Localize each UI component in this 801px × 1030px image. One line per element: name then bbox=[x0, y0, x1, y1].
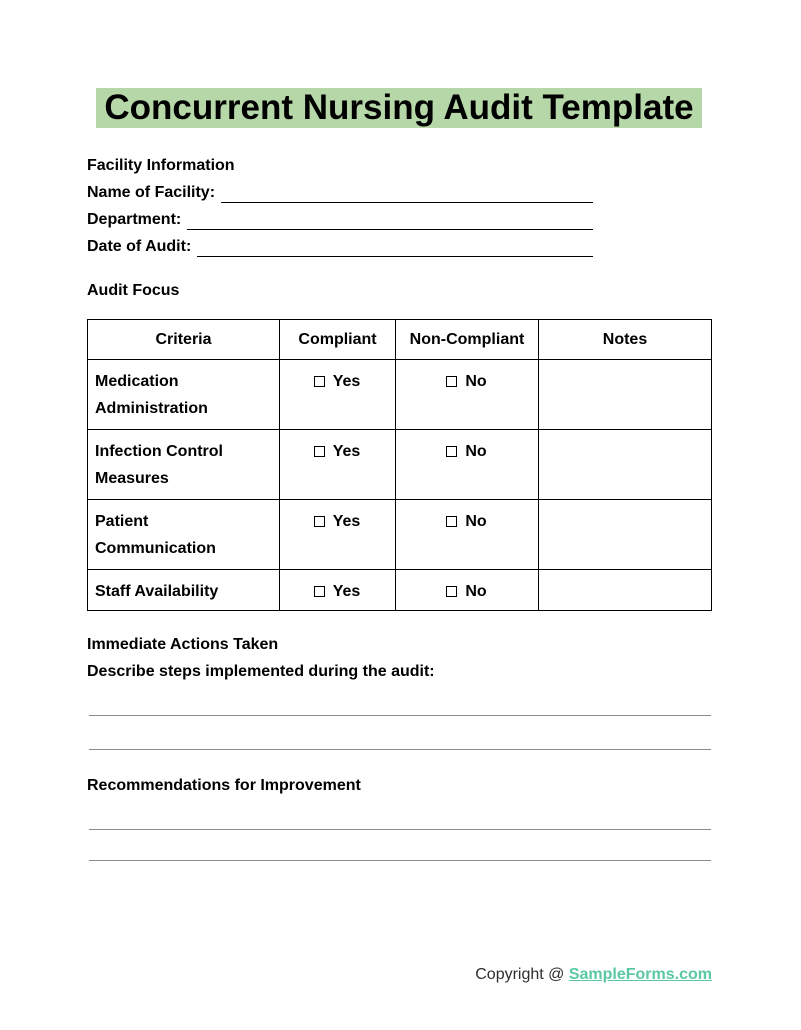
write-line[interactable] bbox=[89, 685, 711, 716]
name-of-facility-label: Name of Facility: bbox=[87, 184, 216, 201]
department-field bbox=[87, 206, 593, 233]
name-of-facility-field bbox=[87, 179, 593, 206]
table-header-row bbox=[88, 320, 712, 360]
checkbox-icon[interactable] bbox=[446, 586, 457, 597]
column-header-notes: Notes bbox=[539, 320, 712, 360]
no-label: No bbox=[465, 373, 487, 390]
date-of-audit-input[interactable] bbox=[197, 233, 593, 257]
immediate-actions-heading: Immediate Actions Taken bbox=[87, 636, 279, 653]
table-row bbox=[88, 360, 712, 430]
compliant-cell bbox=[280, 360, 396, 430]
table-row bbox=[88, 500, 712, 570]
criteria-cell: Staff Availability bbox=[88, 570, 280, 611]
immediate-actions-prompt: Describe steps implemented during the audit: bbox=[87, 663, 435, 680]
write-line[interactable] bbox=[89, 799, 711, 830]
table-row bbox=[88, 430, 712, 500]
column-header-compliant: Compliant bbox=[280, 320, 396, 360]
audit-focus-section bbox=[87, 277, 711, 611]
compliant-cell bbox=[280, 500, 396, 570]
facility-information-heading: Facility Information bbox=[87, 157, 235, 174]
notes-cell[interactable] bbox=[539, 570, 712, 611]
department-input[interactable] bbox=[187, 206, 593, 230]
recommendations-heading: Recommendations for Improvement bbox=[87, 777, 361, 794]
compliant-cell bbox=[280, 570, 396, 611]
checkbox-icon[interactable] bbox=[314, 446, 325, 457]
yes-label: Yes bbox=[332, 443, 361, 460]
page-title: Concurrent Nursing Audit Template bbox=[96, 88, 701, 128]
checkbox-icon[interactable] bbox=[446, 446, 457, 457]
yes-label: Yes bbox=[332, 373, 361, 390]
write-line[interactable] bbox=[89, 716, 711, 750]
notes-cell[interactable] bbox=[539, 500, 712, 570]
criteria-cell: Patient Communication bbox=[88, 500, 280, 570]
date-of-audit-label: Date of Audit: bbox=[87, 238, 192, 255]
checkbox-icon[interactable] bbox=[314, 516, 325, 527]
sampleforms-link[interactable]: SampleForms.com bbox=[568, 966, 712, 983]
non-compliant-cell bbox=[396, 430, 539, 500]
criteria-cell: Medication Administration bbox=[88, 360, 280, 430]
non-compliant-cell bbox=[396, 360, 539, 430]
immediate-actions-section bbox=[87, 631, 711, 750]
copyright-text: Copyright @ bbox=[475, 966, 569, 983]
non-compliant-cell bbox=[396, 570, 539, 611]
audit-focus-heading: Audit Focus bbox=[87, 282, 180, 299]
write-line[interactable] bbox=[89, 830, 711, 861]
non-compliant-cell bbox=[396, 500, 539, 570]
checkbox-icon[interactable] bbox=[446, 516, 457, 527]
column-header-non-compliant: Non-Compliant bbox=[396, 320, 539, 360]
recommendations-section bbox=[87, 772, 711, 861]
date-of-audit-field bbox=[87, 233, 593, 260]
name-of-facility-input[interactable] bbox=[221, 179, 593, 203]
column-header-criteria: Criteria bbox=[88, 320, 280, 360]
recommendations-write-area bbox=[89, 799, 711, 861]
facility-information-section bbox=[87, 152, 711, 260]
notes-cell[interactable] bbox=[539, 430, 712, 500]
no-label: No bbox=[465, 513, 487, 530]
immediate-actions-write-area bbox=[89, 685, 711, 750]
notes-cell[interactable] bbox=[539, 360, 712, 430]
yes-label: Yes bbox=[332, 513, 361, 530]
no-label: No bbox=[465, 443, 487, 460]
yes-label: Yes bbox=[332, 583, 361, 600]
audit-focus-table bbox=[87, 319, 712, 611]
checkbox-icon[interactable] bbox=[446, 376, 457, 387]
criteria-cell: Infection Control Measures bbox=[88, 430, 280, 500]
compliant-cell bbox=[280, 430, 396, 500]
department-label: Department: bbox=[87, 211, 182, 228]
table-row bbox=[88, 570, 712, 611]
checkbox-icon[interactable] bbox=[314, 586, 325, 597]
title-bar bbox=[84, 88, 714, 128]
checkbox-icon[interactable] bbox=[314, 376, 325, 387]
no-label: No bbox=[465, 583, 487, 600]
footer bbox=[475, 966, 712, 984]
